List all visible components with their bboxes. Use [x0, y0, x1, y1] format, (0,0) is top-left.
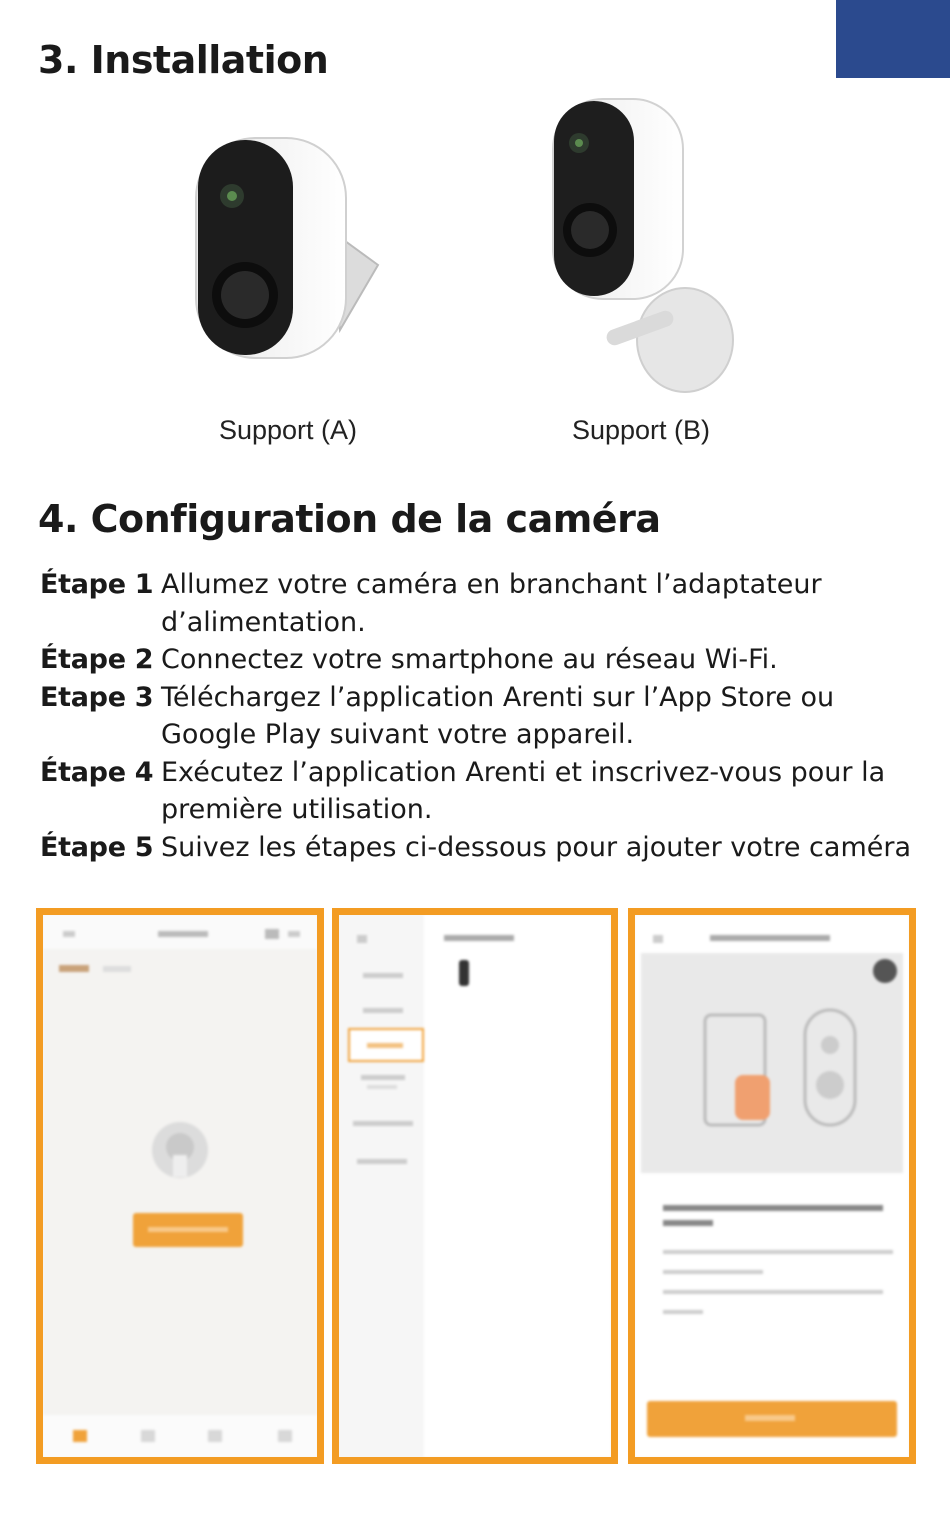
- step-text: Suivez les étapes ci-dessous pour ajouter votre caméra: [161, 831, 912, 863]
- support-b-caption: Support (B): [571, 415, 711, 445]
- home-screen-mockup: [43, 915, 317, 1457]
- home-screen-screenshot: [36, 908, 324, 1464]
- configuration-heading: [38, 497, 660, 541]
- steps-list: [40, 566, 920, 866]
- device-list-screenshot: [332, 908, 618, 1464]
- section-title: Installation: [90, 38, 329, 82]
- support-a-caption: Support (A): [218, 415, 358, 445]
- camera-support-b-image: [545, 95, 745, 400]
- step-label: Étape 5: [40, 831, 154, 863]
- step-item: [40, 566, 920, 641]
- section-number: 3.: [38, 38, 78, 82]
- step-label: Étape 2: [40, 644, 154, 675]
- step-label: Étape 4: [40, 756, 154, 788]
- section-title: Configuration de la caméra: [90, 497, 661, 541]
- section-number: 4.: [38, 497, 78, 541]
- step-label: Etape 3: [40, 681, 154, 713]
- step-item: [40, 829, 920, 867]
- page-corner-tab: [836, 0, 950, 78]
- installation-heading: [38, 38, 328, 82]
- camera-support-a-image: [190, 130, 390, 365]
- step-text: Téléchargez l’application Arenti sur l’App Store ou Google Play suivant votre appareil.: [161, 681, 835, 750]
- step-text: Connectez votre smartphone au réseau Wi-Fi.: [161, 644, 778, 675]
- setup-guide-screenshot: [628, 908, 916, 1464]
- step-item: [40, 754, 920, 829]
- step-item: [40, 641, 920, 679]
- step-item: [40, 679, 920, 754]
- step-text: Exécutez l’application Arenti et inscrivez-vous pour la première utilisation.: [161, 756, 886, 825]
- setup-guide-mockup: [635, 915, 909, 1457]
- step-text: Allumez votre caméra en branchant l’adaptateur d’alimentation.: [161, 569, 822, 638]
- step-label: Étape 1: [40, 569, 154, 600]
- device-list-mockup: [339, 915, 611, 1457]
